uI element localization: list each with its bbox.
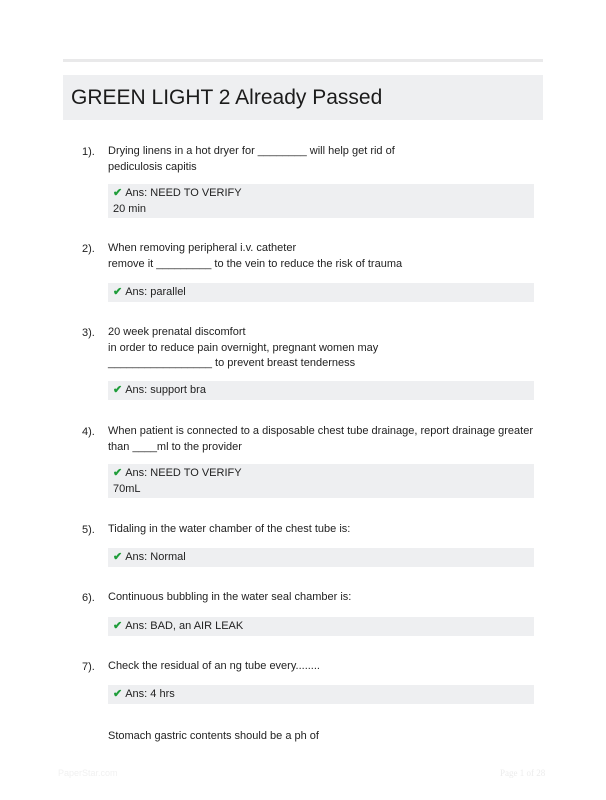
- answer-text: Ans: NEED TO VERIFY: [125, 187, 242, 199]
- question-number: 6).: [82, 592, 95, 604]
- answer-text: Ans: Normal: [125, 551, 186, 563]
- question-number: 5).: [82, 524, 95, 536]
- answer-box: [108, 381, 534, 400]
- answer-box: [108, 685, 534, 704]
- question-number: 3).: [82, 327, 95, 339]
- answer-text: Ans: BAD, an AIR LEAK: [125, 620, 244, 632]
- top-rule: [63, 59, 543, 62]
- answer-text: Ans: parallel: [125, 286, 186, 298]
- question-text: [108, 659, 320, 675]
- question-line: Tidaling in the water chamber of the chest tube is:: [108, 523, 351, 535]
- question-text: [108, 241, 402, 272]
- question-line: When removing peripheral i.v. catheter: [108, 242, 297, 254]
- check-icon: ✔: [113, 551, 123, 563]
- answer-text: Ans: 4 hrs: [125, 688, 175, 700]
- answer-detail: 20 min: [113, 202, 147, 215]
- question-line: pediculosis capitis: [108, 160, 197, 173]
- question-line: than ____ml to the provider: [108, 440, 242, 453]
- question-line: _________________ to prevent breast tenderness: [108, 357, 356, 369]
- question-number: 1).: [82, 146, 95, 158]
- answer-box: [108, 617, 534, 636]
- question-line: in order to reduce pain overnight, pregnant women may: [108, 341, 379, 354]
- question-number: 4).: [82, 426, 95, 438]
- trailing-question-text: Stomach gastric contents should be a ph of: [108, 730, 319, 742]
- answer-box: [108, 283, 534, 302]
- question-number: 7).: [82, 661, 95, 673]
- check-icon: ✔: [113, 620, 123, 632]
- question-line: 20 week prenatal discomfort: [108, 326, 246, 338]
- answer-text: Ans: support bra: [125, 384, 206, 396]
- check-icon: ✔: [113, 467, 123, 479]
- question-text: [108, 424, 533, 455]
- answer-detail: 70mL: [113, 482, 141, 495]
- question-line: remove it _________ to the vein to reduce the risk of trauma: [108, 257, 403, 270]
- question-text: [108, 590, 351, 606]
- answer-box: [108, 464, 534, 498]
- check-icon: ✔: [113, 384, 123, 396]
- question-number: 2).: [82, 243, 95, 255]
- question-line: Drying linens in a hot dryer for ________ will help get rid of: [108, 145, 395, 157]
- check-icon: ✔: [113, 187, 123, 199]
- question-line: When patient is connected to a disposable chest tube drainage, report drainage greater: [108, 425, 533, 437]
- page-number: Page 1 of 28: [500, 768, 546, 778]
- answer-box: [108, 548, 534, 567]
- question-line: Check the residual of an ng tube every........: [108, 660, 320, 672]
- question-text: [108, 325, 378, 372]
- answer-text: Ans: NEED TO VERIFY: [125, 467, 242, 479]
- answer-box: [108, 184, 534, 218]
- question-text: [108, 144, 395, 175]
- question-line: Continuous bubbling in the water seal chamber is:: [108, 591, 352, 603]
- check-icon: ✔: [113, 688, 123, 700]
- footer-watermark: PaperStar.com: [58, 768, 118, 778]
- page-title: GREEN LIGHT 2 Already Passed: [71, 86, 383, 109]
- title-bar: [63, 75, 543, 120]
- check-icon: ✔: [113, 286, 123, 298]
- question-text: [108, 522, 350, 538]
